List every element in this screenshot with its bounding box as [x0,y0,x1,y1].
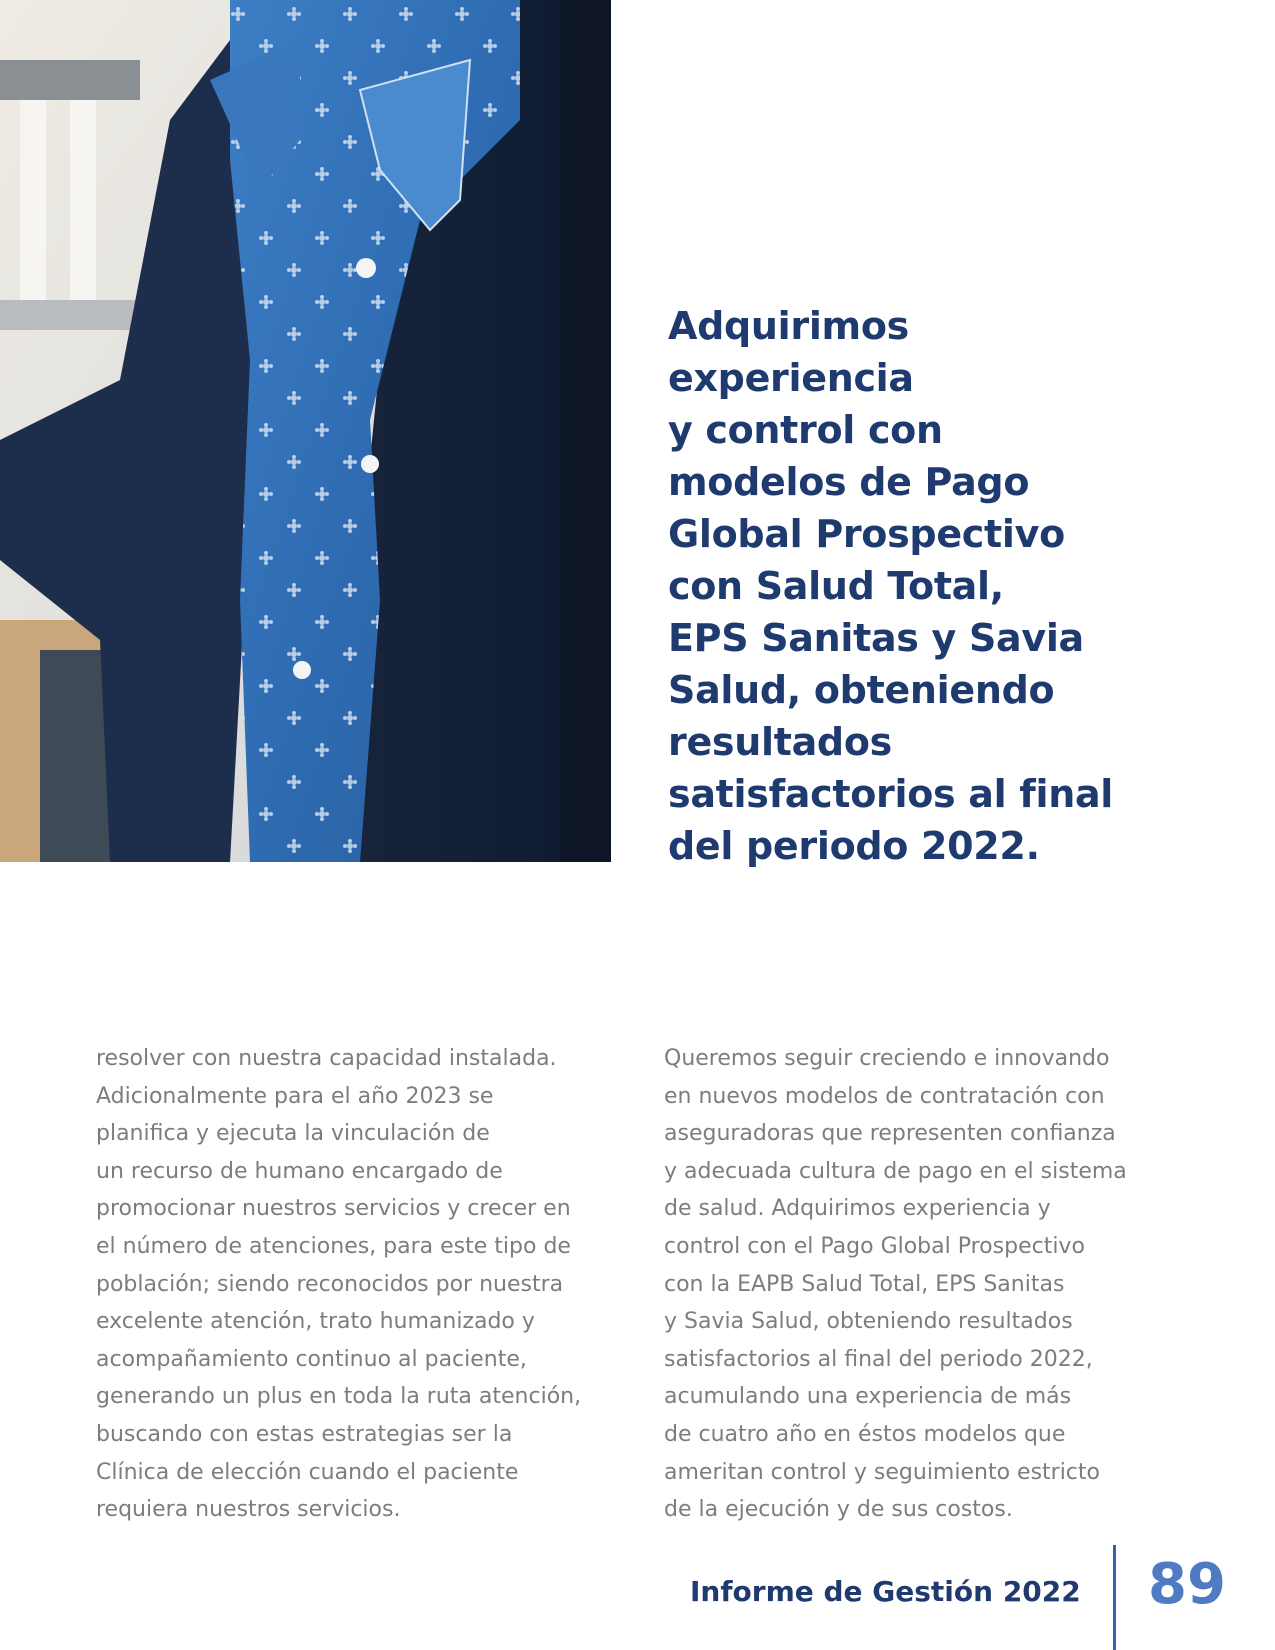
pull-quote-line: y control con [668,408,943,452]
pull-quote-line: modelos de Pago [668,460,1030,504]
body-line: requiera nuestros servicios. [96,1497,401,1523]
pull-quote-line: EPS Sanitas y Savia [668,616,1084,660]
page-number: 89 [1148,1552,1226,1617]
body-column-left [96,1040,613,1529]
body-line: promocionar nuestros servicios y crecer en [96,1196,571,1222]
body-line: control con el Pago Global Prospectivo [664,1233,1085,1259]
body-line: de salud. Adquirimos experiencia y [664,1196,1051,1222]
body-line: ameritan control y seguimiento estricto [664,1459,1100,1485]
body-line: y Savia Salud, obteniendo resultados [664,1309,1073,1335]
body-line: de cuatro año en éstos modelos que [664,1421,1066,1447]
body-line: y adecuada cultura de pago en el sistema [664,1158,1127,1184]
pull-quote [668,300,1114,872]
footer-report-title: Informe de Gestión 2022 [690,1575,1081,1608]
pull-quote-line: del periodo 2022. [668,824,1040,868]
body-line: en nuevos modelos de contratación con [664,1083,1105,1109]
body-line: población; siendo reconocidos por nuestra [96,1271,564,1297]
body-line: acompañamiento continuo al paciente, [96,1346,527,1372]
body-line: con la EAPB Salud Total, EPS Sanitas [664,1271,1065,1297]
body-line: acumulando una experiencia de más [664,1384,1072,1410]
pull-quote-line: experiencia [668,356,914,400]
pull-quote-line: satisfactorios al final [668,772,1114,816]
body-line: Queremos seguir creciendo e innovando [664,1046,1110,1071]
body-line: aseguradoras que representen confianza [664,1121,1116,1147]
pull-quote-line: Global Prospectivo [668,512,1065,556]
body-line: el número de atenciones, para este tipo de [96,1233,571,1259]
body-line: buscando con estas estrategias ser la [96,1421,513,1447]
body-line: planifica y ejecuta la vinculación de [96,1121,490,1147]
body-column-right [664,1040,1181,1529]
body-line: generando un plus en toda la ruta atención, [96,1384,582,1410]
pull-quote-line: con Salud Total, [668,564,1004,608]
body-line: excelente atención, trato humanizado y [96,1309,535,1335]
body-line: Clínica de elección cuando el paciente [96,1459,519,1485]
body-line: un recurso de humano encargado de [96,1158,503,1184]
pull-quote-line: Adquirimos [668,304,909,348]
footer-divider [1113,1545,1116,1650]
pull-quote-line: Salud, obteniendo [668,668,1055,712]
photo-person-denim-shirt [0,0,611,862]
body-line: resolver con nuestra capacidad instalada. [96,1046,557,1071]
pull-quote-line: resultados [668,720,892,764]
photo-illustration [0,0,611,862]
body-line: de la ejecución y de sus costos. [664,1497,1013,1523]
body-line: satisfactorios al final del periodo 2022, [664,1346,1093,1372]
body-line: Adicionalmente para el año 2023 se [96,1083,494,1109]
